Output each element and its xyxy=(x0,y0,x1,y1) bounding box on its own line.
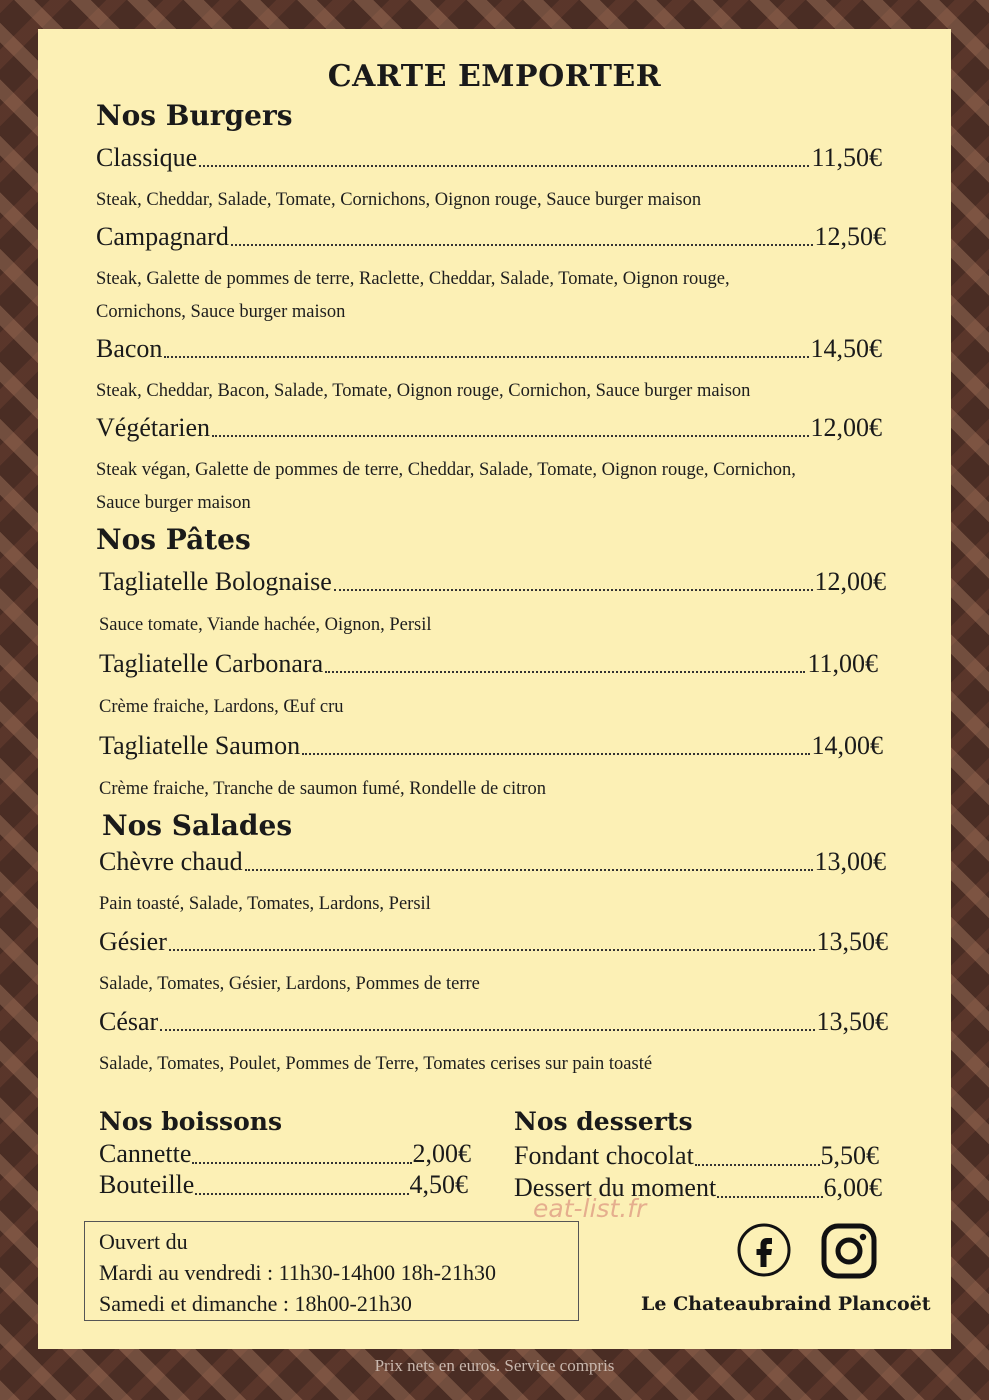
item-description: Salade, Tomates, Gésier, Lardons, Pommes de terre xyxy=(99,974,480,994)
item-description: Salade, Tomates, Poulet, Pommes de Terre, Tomates cerises sur pain toasté xyxy=(99,1054,653,1074)
section-heading-salades: Nos Salades xyxy=(102,809,293,842)
item-price: 12,00€ xyxy=(814,567,886,596)
item-price: 6,00€ xyxy=(823,1173,882,1202)
menu-item xyxy=(96,143,882,173)
item-description: Steak, Cheddar, Bacon, Salade, Tomate, Oignon rouge, Cornichon, Sauce burger maison xyxy=(96,381,751,401)
menu-item xyxy=(99,731,883,761)
section-heading-desserts: Nos desserts xyxy=(514,1107,693,1136)
leader-dots xyxy=(160,1029,814,1031)
item-price: 11,50€ xyxy=(811,143,882,172)
item-description: Crème fraiche, Lardons, Œuf cru xyxy=(99,697,344,717)
leader-dots xyxy=(302,753,809,755)
leader-dots xyxy=(245,869,813,871)
item-description: Sauce burger maison xyxy=(96,493,251,513)
leader-dots xyxy=(695,1164,820,1166)
item-name: Tagliatelle Carbonara xyxy=(99,649,324,678)
menu-title: CARTE EMPORTER xyxy=(327,59,662,94)
item-price: 12,50€ xyxy=(814,222,886,251)
item-price: 4,50€ xyxy=(409,1170,468,1199)
leader-dots xyxy=(334,589,813,591)
item-price: 11,00€ xyxy=(807,649,878,678)
opening-hours-box xyxy=(84,1221,579,1321)
item-description: Sauce tomate, Viande hachée, Oignon, Persil xyxy=(99,615,432,635)
leader-dots xyxy=(169,949,815,951)
item-name: Gésier xyxy=(99,927,167,956)
item-price: 5,50€ xyxy=(820,1141,879,1170)
item-name: Végétarien xyxy=(96,413,211,442)
section-heading-boissons: Nos boissons xyxy=(99,1107,283,1136)
leader-dots xyxy=(192,1162,411,1164)
menu-item xyxy=(99,847,886,877)
restaurant-name: Le Chateaubraind Plancoët xyxy=(641,1293,931,1315)
leader-dots xyxy=(164,356,808,358)
leader-dots xyxy=(195,1193,408,1195)
item-description: Pain toasté, Salade, Tomates, Lardons, Persil xyxy=(99,894,431,914)
item-price: 12,00€ xyxy=(810,413,882,442)
menu-card xyxy=(38,29,951,1349)
hours-line: Samedi et dimanche : 18h00-21h30 xyxy=(99,1291,412,1316)
menu-item xyxy=(99,1170,468,1201)
item-name: Bouteille xyxy=(99,1170,195,1199)
item-name: Cannette xyxy=(99,1139,192,1168)
instagram-icon[interactable] xyxy=(821,1223,875,1277)
menu-item xyxy=(99,649,878,679)
item-price: 13,00€ xyxy=(814,847,886,876)
section-heading-burgers: Nos Burgers xyxy=(96,99,293,132)
facebook-icon[interactable] xyxy=(737,1223,791,1277)
leader-dots xyxy=(325,671,805,673)
menu-item xyxy=(99,1139,471,1170)
item-price: 14,00€ xyxy=(811,731,883,760)
menu-item xyxy=(514,1141,879,1172)
item-price: 14,50€ xyxy=(810,334,882,363)
item-description: Steak végan, Galette de pommes de terre, Cheddar, Salade, Tomate, Oignon rouge, Cornichon, xyxy=(96,460,796,480)
hours-line: Ouvert du xyxy=(99,1229,188,1254)
item-name: Bacon xyxy=(96,334,163,363)
item-price: 13,50€ xyxy=(816,1007,888,1036)
menu-item xyxy=(96,413,882,443)
hours-line: Mardi au vendredi : 11h30-14h00 18h-21h30 xyxy=(99,1260,496,1285)
item-name: César xyxy=(99,1007,159,1036)
menu-item xyxy=(96,222,886,252)
item-name: Fondant chocolat xyxy=(514,1141,694,1170)
item-name: Dessert du moment xyxy=(514,1173,717,1202)
item-description: Steak, Cheddar, Salade, Tomate, Cornichons, Oignon rouge, Sauce burger maison xyxy=(96,190,702,210)
item-name: Campagnard xyxy=(96,222,229,251)
leader-dots xyxy=(199,165,809,167)
item-description: Steak, Galette de pommes de terre, Raclette, Cheddar, Salade, Tomate, Oignon rouge, xyxy=(96,269,730,289)
item-description: Cornichons, Sauce burger maison xyxy=(96,302,346,322)
menu-item xyxy=(96,334,882,364)
item-price: 2,00€ xyxy=(412,1139,471,1168)
menu-item xyxy=(99,927,888,957)
item-name: Tagliatelle Saumon xyxy=(99,731,301,760)
leader-dots xyxy=(717,1196,822,1198)
footer-note: Prix nets en euros. Service compris xyxy=(374,1356,615,1375)
leader-dots xyxy=(231,244,813,246)
section-heading-pates: Nos Pâtes xyxy=(96,523,251,556)
watermark: eat-list.fr xyxy=(533,1194,647,1223)
menu-item xyxy=(99,567,886,597)
item-price: 13,50€ xyxy=(816,927,888,956)
menu-item xyxy=(99,1007,888,1037)
item-name: Tagliatelle Bolognaise xyxy=(99,567,332,596)
item-name: Classique xyxy=(96,143,198,172)
leader-dots xyxy=(212,435,808,437)
item-description: Crème fraiche, Tranche de saumon fumé, Rondelle de citron xyxy=(99,779,546,799)
item-name: Chèvre chaud xyxy=(99,847,243,876)
